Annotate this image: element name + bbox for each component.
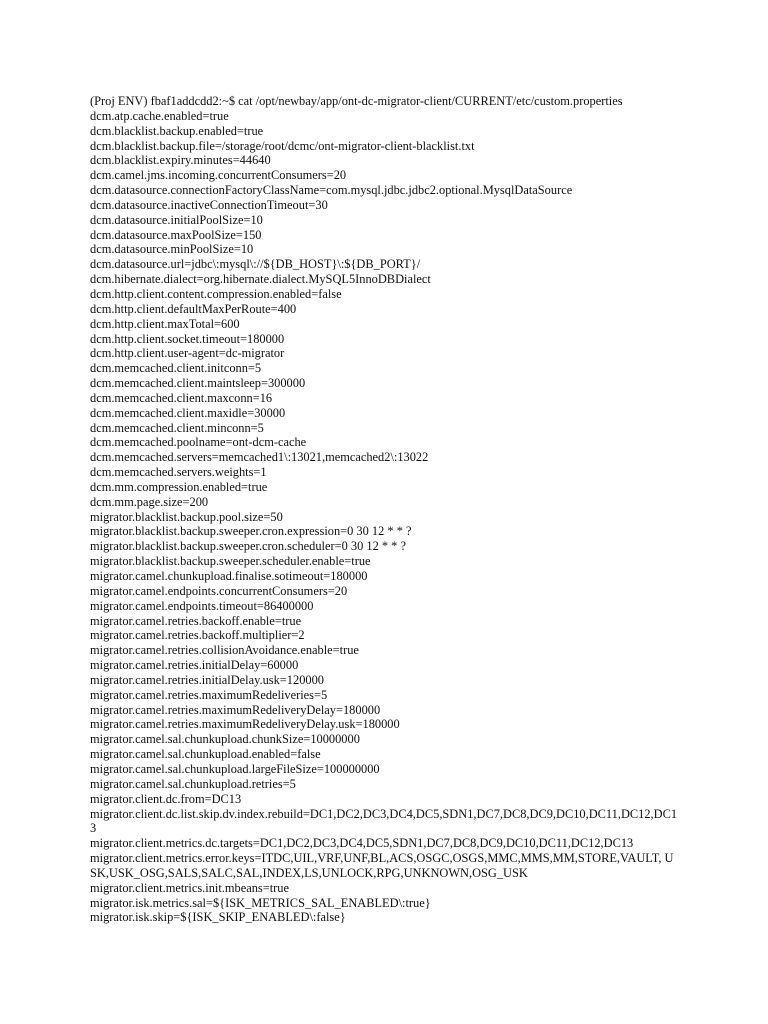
property-line: migrator.camel.endpoints.timeout=86400000 [90, 598, 314, 613]
property-line: migrator.client.dc.list.skip.dv.index.rebuild=DC1,DC2,DC3,DC4,DC5,SDN1,DC7,DC8,DC9,DC10,DC11,DC12,DC13 [90, 806, 678, 836]
property-line: dcm.mm.compression.enabled=true [90, 479, 268, 494]
property-line: migrator.camel.retries.maximumRedeliveryDelay=180000 [90, 702, 381, 717]
property-line: dcm.datasource.url=jdbc\:mysql\://${DB_HOST}\:${DB_PORT}/ [90, 257, 421, 272]
properties-document [90, 94, 680, 925]
property-line: migrator.camel.sal.chunkupload.retries=5 [90, 776, 296, 791]
property-line: migrator.isk.skip=${ISK_SKIP_ENABLED\:false} [90, 910, 346, 925]
property-line: migrator.client.metrics.dc.targets=DC1,DC2,DC3,DC4,DC5,SDN1,DC7,DC8,DC9,DC10,DC11,DC12,DC13 [90, 836, 634, 851]
property-line: migrator.camel.retries.backoff.multiplier=2 [90, 628, 305, 643]
property-line: dcm.camel.jms.incoming.concurrentConsumers=20 [90, 168, 347, 183]
property-line: dcm.http.client.socket.timeout=180000 [90, 331, 285, 346]
property-line: dcm.memcached.poolname=ont-dcm-cache [90, 435, 307, 450]
property-line: dcm.datasource.inactiveConnectionTimeout=30 [90, 197, 328, 212]
property-line: dcm.datasource.initialPoolSize=10 [90, 212, 263, 227]
property-line: migrator.camel.retries.initialDelay=60000 [90, 658, 299, 673]
property-line: migrator.camel.retries.backoff.enable=true [90, 613, 302, 628]
property-line: dcm.mm.page.size=200 [90, 494, 209, 509]
property-line: migrator.blacklist.backup.sweeper.cron.scheduler=0 30 12 * * ? [90, 539, 406, 554]
property-line: dcm.memcached.servers.weights=1 [90, 465, 267, 480]
property-line: migrator.blacklist.backup.sweeper.cron.expression=0 30 12 * * ? [90, 524, 412, 539]
property-line: dcm.datasource.maxPoolSize=150 [90, 227, 262, 242]
command-line: (Proj ENV) fbaf1addcdd2:~$ cat /opt/newbay/app/ont-dc-migrator-client/CURRENT/etc/custom.properties [90, 94, 623, 108]
property-line: migrator.blacklist.backup.pool.size=50 [90, 509, 283, 524]
property-line: dcm.http.client.user-agent=dc-migrator [90, 346, 285, 361]
property-line: dcm.hibernate.dialect=org.hibernate.dialect.MySQL5InnoDBDialect [90, 272, 431, 287]
property-line: dcm.http.client.defaultMaxPerRoute=400 [90, 301, 297, 316]
property-line: migrator.camel.chunkupload.finalise.sotimeout=180000 [90, 569, 368, 583]
property-line: migrator.camel.sal.chunkupload.largeFileSize=100000000 [90, 761, 380, 776]
property-line: migrator.camel.sal.chunkupload.enabled=false [90, 747, 321, 762]
property-line: dcm.blacklist.expiry.minutes=44640 [90, 153, 271, 168]
property-line: dcm.blacklist.backup.file=/storage/root/dcmc/ont-migrator-client-blacklist.txt [90, 138, 475, 153]
property-line: migrator.camel.retries.maximumRedeliveryDelay.usk=180000 [90, 717, 400, 732]
property-line: dcm.memcached.client.maxidle=30000 [90, 405, 286, 420]
property-line: dcm.blacklist.backup.enabled=true [90, 123, 264, 138]
property-line: migrator.camel.retries.collisionAvoidance.enable=true [90, 643, 359, 658]
property-line: dcm.datasource.minPoolSize=10 [90, 242, 254, 257]
property-line: dcm.memcached.client.maintsleep=300000 [90, 376, 306, 391]
property-line: dcm.memcached.servers=memcached1\:13021,memcached2\:13022 [90, 450, 429, 465]
property-line: dcm.memcached.client.minconn=5 [90, 420, 264, 435]
property-line: migrator.camel.endpoints.concurrentConsumers=20 [90, 583, 348, 598]
property-line: dcm.http.client.content.compression.enabled=false [90, 286, 342, 301]
property-line: migrator.camel.retries.initialDelay.usk=120000 [90, 672, 324, 687]
property-line: dcm.datasource.connectionFactoryClassName=com.mysql.jdbc.jdbc2.optional.MysqlDataSource [90, 183, 573, 198]
property-line: dcm.http.client.maxTotal=600 [90, 316, 240, 331]
property-line: dcm.memcached.client.initconn=5 [90, 361, 262, 376]
property-line: dcm.memcached.client.maxconn=16 [90, 390, 273, 405]
property-line: migrator.isk.metrics.sal=${ISK_METRICS_SAL_ENABLED\:true} [90, 895, 431, 910]
property-line: dcm.atp.cache.enabled=true [90, 108, 229, 123]
property-line: migrator.client.metrics.init.mbeans=true [90, 880, 289, 895]
property-line: migrator.client.dc.from=DC13 [90, 791, 242, 806]
property-line: migrator.camel.sal.chunkupload.chunkSize=10000000 [90, 732, 360, 747]
property-line: migrator.blacklist.backup.sweeper.scheduler.enable=true [90, 554, 371, 569]
property-line: migrator.camel.retries.maximumRedeliveries=5 [90, 687, 328, 702]
property-line: migrator.client.metrics.error.keys=ITDC,UIL,VRF,UNF,BL,ACS,OSGC,OSGS,MMC,MMS,MM,STORE,VAULT, USK,USK_OSG,SALS,SALC,SAL,INDEX,LS,UNLOCK,RPG,UNKNOWN,OSG_USK [90, 851, 674, 880]
